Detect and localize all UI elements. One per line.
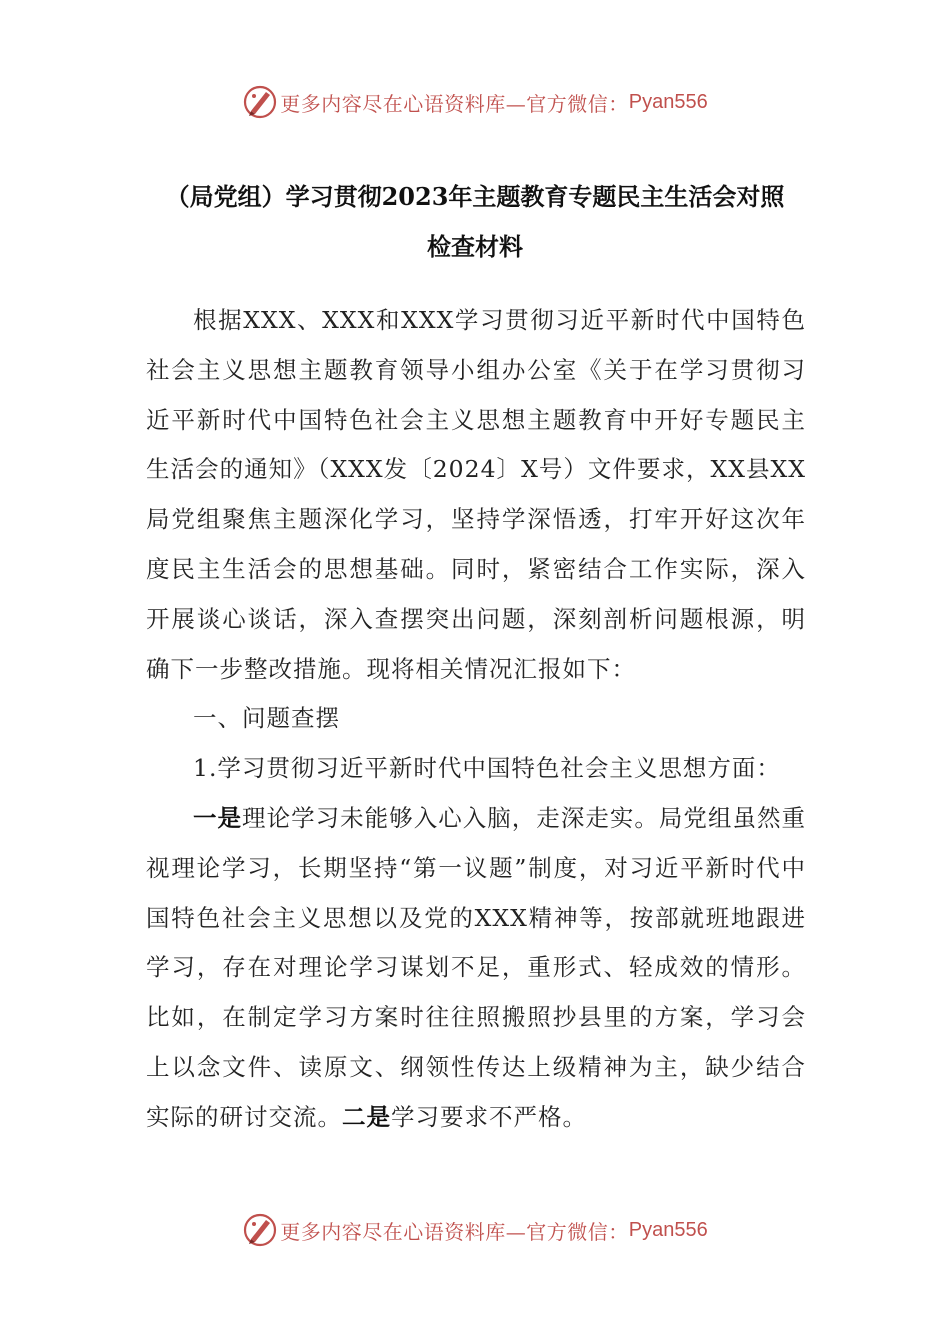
point-paragraph: [146, 794, 806, 1143]
document-title: [0, 172, 950, 272]
point1-lead: 一是: [193, 803, 243, 832]
banner-wechat-id: Pyan556: [628, 90, 708, 113]
banner-text: 更多内容尽在心语资料库—官方微信：: [280, 91, 629, 116]
title-line-2: 检查材料: [427, 232, 523, 261]
section-heading: 一、问题查摆: [193, 704, 340, 733]
footer-banner: [0, 1210, 950, 1250]
header-banner: [0, 82, 950, 122]
document-body: [146, 296, 806, 1143]
point1-text: 理论学习未能够入心入脑，走深走实。局党组虽然重视理论学习，长期坚持“第一议题”制度，对习近平新时代中国特色社会主义思想以及党的XXX精神等，按部就班地跟进学习，存在对理论学习谋划不足，重形式、轻成效的情形。比如，在制定学习方案时往往照搬照抄县里的方案，学习会上以念文件、读原文、纲领性传达上级精神为主，缺少结合实际的研讨交流。: [146, 803, 807, 1131]
footer-banner-wechat-id: Pyan556: [628, 1218, 708, 1241]
intro-paragraph: 根据XXX、XXX和XXX学习贯彻习近平新时代中国特色社会主义思想主题教育领导小组办公室《关于在学习贯彻习近平新时代中国特色社会主义思想主题教育中开好专题民主生活会的通知》（XXX发〔2024〕X号）文件要求，XX县XX局党组聚焦主题深化学习，坚持学深悟透，打牢开好这次年度民主生活会的思想基础。同时，紧密结合工作实际，深入开展谈心谈话，深入查摆突出问题，深刻剖析问题根源，明确下一步整改措施。现将相关情况汇报如下：: [146, 306, 806, 683]
title-line-1: （局党组）学习贯彻2023年主题教育专题民主生活会对照: [165, 182, 785, 211]
subsection-heading: 1.学习贯彻习近平新时代中国特色社会主义思想方面：: [193, 754, 781, 783]
point2-lead: 二是: [342, 1102, 391, 1131]
footer-banner-text: 更多内容尽在心语资料库—官方微信：: [280, 1219, 629, 1244]
point2-text: 学习要求不严格。: [391, 1102, 587, 1131]
pen-logo-icon: [242, 1212, 278, 1248]
pen-logo-icon: [242, 84, 278, 120]
